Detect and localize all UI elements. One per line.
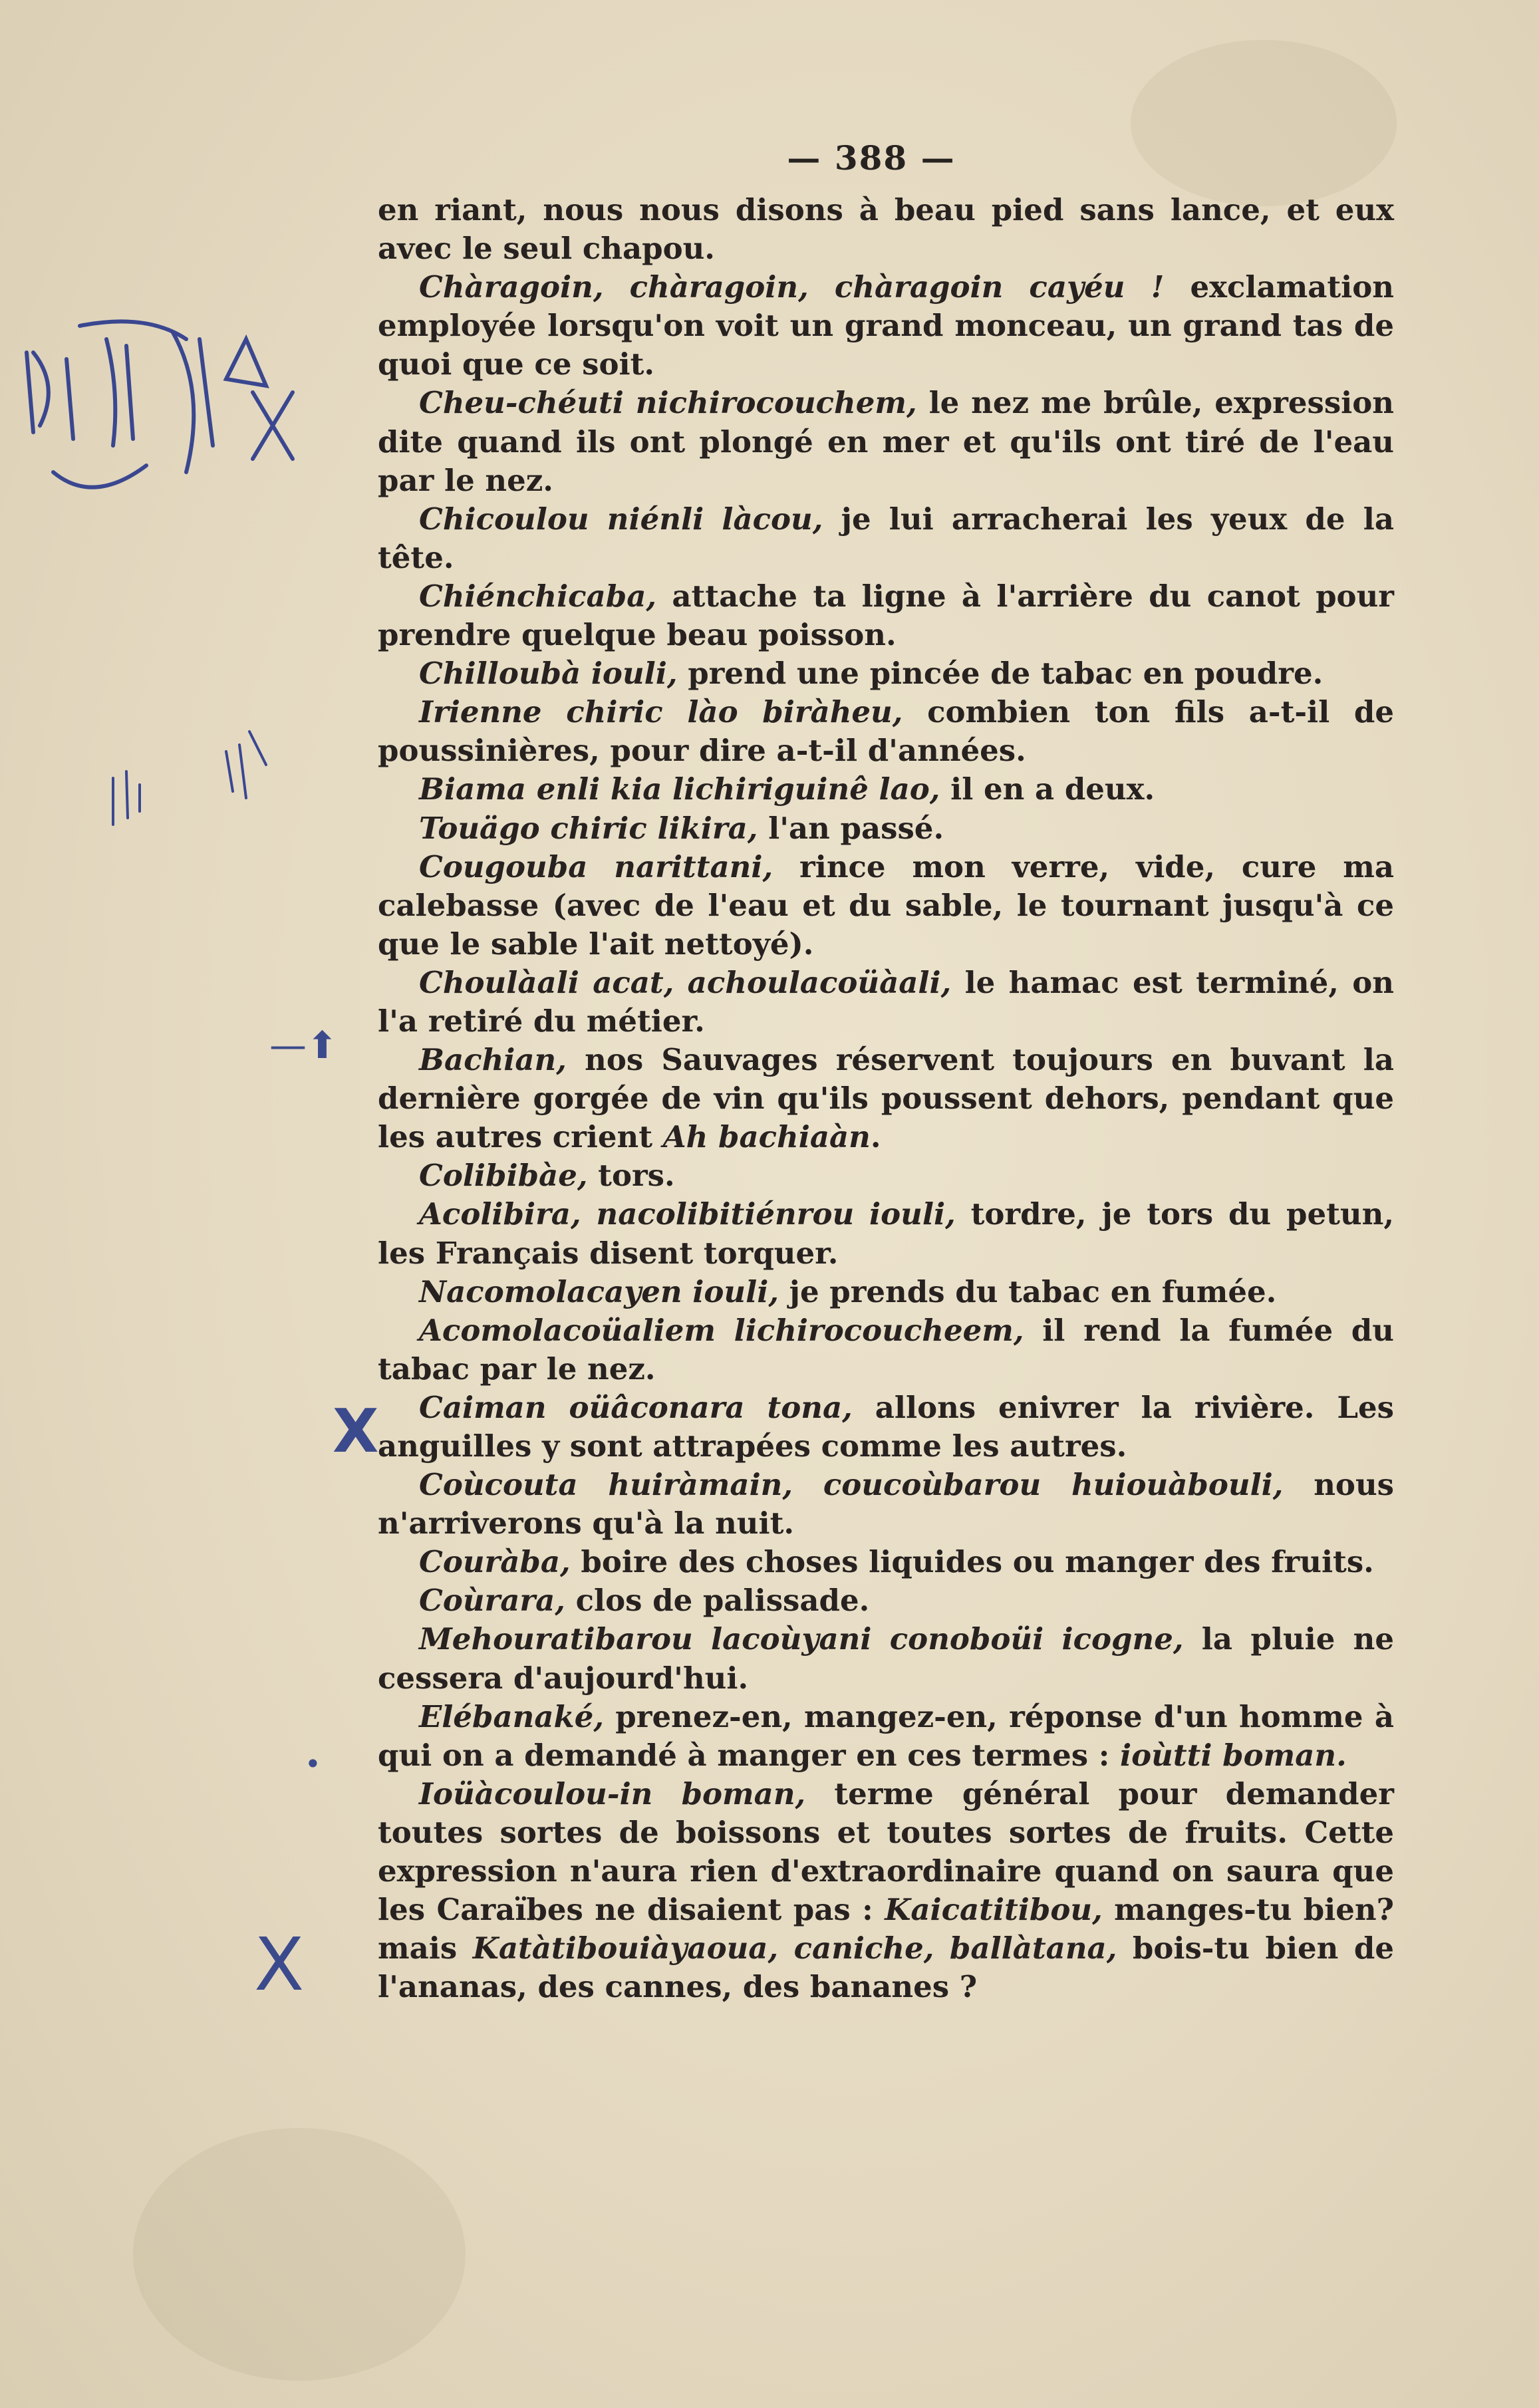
caribbean-term: Kaicatitibou, — [885, 1892, 1103, 1928]
dictionary-entry — [378, 191, 1394, 268]
dictionary-entry — [378, 1389, 1394, 1466]
dictionary-entry — [378, 1195, 1394, 1272]
french-gloss: le hamac est terminé, on l'a retiré du métier. — [378, 964, 1394, 1039]
caribbean-term: Colibibàe, — [419, 1158, 588, 1194]
dictionary-entry — [378, 693, 1394, 770]
french-gloss: prend une pincée de tabac en poudre. — [677, 656, 1324, 692]
paper-stain — [133, 2128, 466, 2381]
dictionary-entry — [378, 770, 1394, 809]
caribbean-term: Ah bachiaàn — [662, 1119, 871, 1155]
french-gloss: attache ta ligne à l'arrière du canot pour prendre quelque beau poisson. — [378, 578, 1394, 653]
french-gloss: prenez-en, mangez-en, réponse d'un homme à qui on a demandé à manger en ces termes : — [378, 1698, 1394, 1773]
caribbean-term: Coùrara, — [419, 1583, 565, 1619]
french-gloss: je prends du tabac en fumée. — [779, 1273, 1277, 1309]
caribbean-term: Caiman oüâconara tona, — [419, 1389, 853, 1425]
caribbean-term: Choulàali acat, achoulacoüàali, — [419, 964, 952, 1000]
french-gloss: nos Sauvages réservent toujours en buvant la dernière gorgée de vin qu'ils poussent dehors, pendant que les autres crient — [378, 1042, 1394, 1155]
caribbean-term: Cougouba narittani, — [419, 849, 773, 884]
dictionary-entry — [378, 1698, 1394, 1775]
french-gloss: clos de palissade. — [565, 1583, 870, 1619]
dictionary-entry — [378, 1775, 1394, 2007]
french-gloss: terme général pour demander toutes sortes de boissons et toutes sortes de fruits. Cette expression n'aura rien d'extraordinaire quand on saura que les Caraïbes ne disaient pas : — [378, 1776, 1394, 1928]
dictionary-entry — [378, 1273, 1394, 1311]
french-gloss: tordre, je tors du petun, les Français disent torquer. — [378, 1196, 1394, 1271]
french-gloss: en riant, nous nous disons à beau pied sans lance, et eux avec le seul chapou. — [378, 192, 1394, 267]
dictionary-entry — [378, 268, 1394, 384]
caribbean-term: Chicoulou niénli làcou, — [419, 501, 823, 537]
french-gloss: boire des choses liquides ou manger des fruits. — [570, 1544, 1374, 1580]
dictionary-entry — [378, 1581, 1394, 1620]
dictionary-entry — [378, 577, 1394, 654]
x-margin-mark: X — [254, 1922, 305, 2007]
dictionary-entry — [378, 1620, 1394, 1697]
french-gloss: je lui arracherai les yeux de la tête. — [378, 501, 1394, 575]
french-gloss: il rend la fumée du tabac par le nez. — [378, 1312, 1394, 1387]
page-number: — 388 — — [787, 138, 956, 178]
dictionary-entry — [378, 654, 1394, 693]
pencil-scribble-annotation — [13, 313, 333, 512]
caribbean-term: Acolibira, nacolibitiénrou iouli, — [419, 1196, 956, 1232]
dictionary-entry — [378, 384, 1394, 499]
french-gloss: exclamation employée lorsqu'on voit un grand monceau, un grand tas de quoi que ce soit. — [378, 269, 1394, 382]
dictionary-entry — [378, 1311, 1394, 1389]
french-gloss: tors. — [587, 1158, 675, 1194]
arrow-margin-mark: —⬆ — [269, 1024, 338, 1067]
x-margin-mark: X — [333, 1397, 379, 1466]
caribbean-term: Chilloubà iouli, — [419, 656, 678, 692]
caribbean-term: Katàtibouiàyaoua, caniche, ballàtana, — [472, 1931, 1117, 1966]
caribbean-term: Nacomolacayen iouli, — [419, 1273, 779, 1309]
dictionary-entry — [378, 1543, 1394, 1581]
caribbean-term: Ioüàcoulou-in boman, — [419, 1776, 806, 1811]
caribbean-term: Cheu-chéuti nichirocouchem, — [419, 385, 917, 421]
caribbean-term: Irienne chiric lào biràheu, — [419, 694, 903, 730]
dictionary-entry — [378, 848, 1394, 964]
caribbean-term: ioùtti boman. — [1120, 1737, 1347, 1773]
dictionary-entry — [378, 809, 1394, 848]
french-gloss: la pluie ne cessera d'aujourd'hui. — [378, 1621, 1394, 1696]
dictionary-entry — [378, 964, 1394, 1041]
french-gloss: rince mon verre, vide, cure ma calebasse (avec de l'eau et du sable, le tournant jusqu'à ce que le sable l'ait nettoyé). — [378, 849, 1395, 962]
caribbean-term: Bachian, — [419, 1042, 567, 1078]
caribbean-term: Biama enli kia lichiriguinê lao, — [419, 771, 940, 807]
caribbean-term: Chàragoin, chàragoin, chàragoin cayéu ! — [419, 269, 1165, 305]
french-gloss: combien ton fils a-t-il de poussinières, pour dire a-t-il d'années. — [378, 694, 1395, 769]
french-gloss: allons enivrer la rivière. Les anguilles y sont attrapées comme les autres. — [378, 1389, 1394, 1464]
dictionary-entries — [378, 191, 1394, 2006]
caribbean-term: Touägo chiric likira, — [419, 810, 758, 846]
french-gloss: l'an passé. — [758, 810, 944, 846]
french-gloss: il en a deux. — [940, 771, 1155, 807]
caribbean-term: Mehouratibarou lacoùyani conoboüi icogne, — [419, 1621, 1184, 1657]
dot-margin-mark: • — [305, 1748, 321, 1780]
paper-stain — [1131, 40, 1397, 206]
french-gloss: le nez me brûle, expression dite quand ils ont plongé en mer et qu'ils ont tiré de l'eau par le nez. — [378, 385, 1395, 498]
caribbean-term: Elébanaké, — [419, 1698, 604, 1734]
caribbean-term: Acomolacoüaliem lichirocoucheem, — [419, 1312, 1024, 1348]
pencil-marginal-scribble — [93, 705, 293, 838]
french-gloss: bois-tu bien de l'ananas, des cannes, des bananes ? — [378, 1931, 1395, 2005]
french-gloss: manges-tu bien? mais — [378, 1892, 1394, 1966]
caribbean-term: Chiénchicaba, — [419, 578, 657, 614]
dictionary-entry — [378, 1156, 1394, 1195]
caribbean-term: Coùcouta huiràmain, coucoùbarou huiouàbouli, — [419, 1467, 1284, 1503]
caribbean-term: Couràba, — [419, 1544, 571, 1580]
dictionary-entry — [378, 1041, 1394, 1156]
dictionary-entry — [378, 500, 1394, 577]
dictionary-entry — [378, 1466, 1394, 1543]
french-gloss: nous n'arriverons qu'à la nuit. — [378, 1467, 1394, 1541]
french-gloss: . — [870, 1119, 881, 1155]
